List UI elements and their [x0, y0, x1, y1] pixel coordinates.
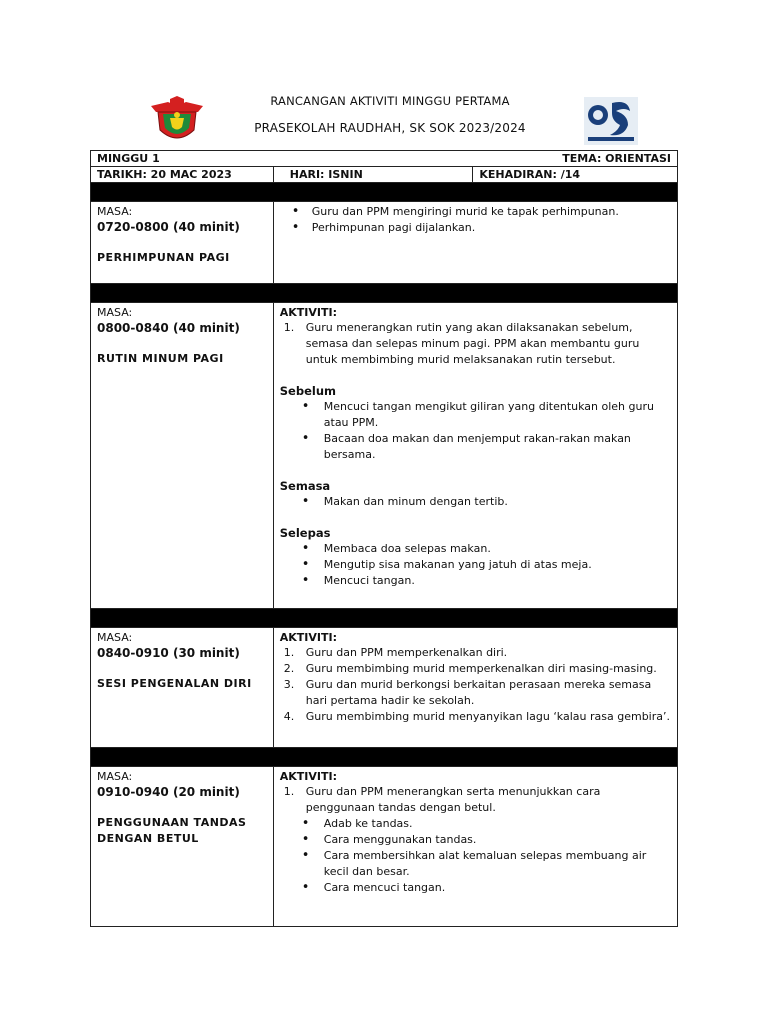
theme-label: TEMA: ORIENTASI	[562, 152, 671, 165]
activity-list	[280, 645, 671, 725]
list-item: 1. Guru dan PPM memperkenalkan diri.	[283, 646, 508, 659]
list-item: • Guru dan PPM mengiringi murid ke tapak perhimpunan.	[312, 204, 671, 220]
list-item: • Makan dan minum dengan tertib.	[324, 494, 671, 510]
session-row	[91, 628, 678, 748]
list-item: • Bacaan doa makan dan menjemput rakan-rakan makan bersama.	[324, 431, 671, 463]
activity-list	[280, 320, 671, 368]
day-label: HARI: ISNIN	[273, 167, 473, 183]
list-item: • Perhimpunan pagi dijalankan.	[312, 220, 671, 236]
info-row-date	[91, 167, 678, 183]
divider-bar	[91, 183, 678, 202]
list-item: • Mencuci tangan.	[324, 573, 671, 589]
attendance-label: KEHADIRAN: /14	[473, 167, 678, 183]
document-title-line1: RANCANGAN AKTIVITI MINGGU PERTAMA	[270, 94, 510, 108]
activity-title: AKTIVITI:	[279, 770, 337, 783]
list-item: • Cara menggunakan tandas.	[324, 832, 671, 848]
semasa-list	[280, 494, 671, 510]
session-row	[91, 303, 678, 609]
list-item: 1. Guru menerangkan rutin yang akan dilaksanakan sebelum, semasa dan selepas minum pagi. PPM akan membantu guru untuk membimbing murid melaksanakan rutin tersebut.	[283, 321, 640, 366]
session-time: 0910-0940 (20 minit)	[97, 785, 240, 799]
session-row	[91, 202, 678, 284]
school-crest-logo-icon	[148, 96, 206, 146]
list-item: • Cara mencuci tangan.	[324, 880, 671, 896]
list-item: 1. Guru dan PPM menerangkan serta menunjukkan cara penggunaan tandas dengan betul.	[283, 785, 601, 814]
sebelum-heading: Sebelum	[279, 384, 336, 398]
session-name: SESI PENGENALAN DIRI	[97, 677, 252, 690]
session-row	[91, 767, 678, 927]
masa-label: MASA:	[97, 306, 133, 319]
selepas-list	[280, 541, 671, 589]
semasa-heading: Semasa	[279, 479, 331, 493]
divider-bar	[91, 609, 678, 628]
masa-label: MASA:	[97, 631, 133, 644]
list-item: • Mengutip sisa makanan yang jatuh di atas meja.	[324, 557, 671, 573]
divider-bar	[91, 748, 678, 767]
list-item: 4. Guru membimbing murid menyanyikan lagu ‘kalau rasa gembira’.	[283, 710, 670, 723]
session-time: 0720-0800 (40 minit)	[97, 220, 240, 234]
activity-list	[280, 784, 671, 816]
session-time: 0800-0840 (40 minit)	[97, 321, 240, 335]
week-label: MINGGU 1	[97, 152, 160, 165]
activity-plan-table	[90, 150, 678, 927]
session-time: 0840-0910 (30 minit)	[97, 646, 240, 660]
activity-title: AKTIVITI:	[279, 631, 337, 644]
session-name: PENGGUNAAN TANDAS	[97, 816, 247, 829]
date-label: TARIKH: 20 MAC 2023	[91, 167, 274, 183]
list-item: • Mencuci tangan mengikut giliran yang ditentukan oleh guru atau PPM.	[324, 399, 671, 431]
masa-label: MASA:	[97, 770, 133, 783]
sub-bullet-list	[280, 816, 671, 896]
session-name: PERHIMPUNAN PAGI	[97, 251, 230, 264]
selepas-heading: Selepas	[279, 526, 331, 540]
divider-bar	[91, 284, 678, 303]
activity-title: AKTIVITI:	[279, 306, 337, 319]
list-item: • Cara membersihkan alat kemaluan selepas membuang air kecil dan besar.	[324, 848, 671, 880]
list-item: • Membaca doa selepas makan.	[324, 541, 671, 557]
masa-label: MASA:	[97, 205, 133, 218]
list-item: 2. Guru membimbing murid memperkenalkan diri masing-masing.	[283, 662, 657, 675]
info-row-week	[91, 151, 678, 167]
session-bullets	[280, 204, 671, 236]
kpm-logo-icon	[584, 97, 638, 145]
session-name-cont: DENGAN BETUL	[97, 832, 199, 845]
session-name: RUTIN MINUM PAGI	[97, 352, 224, 365]
list-item: • Adab ke tandas.	[324, 816, 671, 832]
list-item: 3. Guru dan murid berkongsi berkaitan perasaan mereka semasa hari pertama hadir ke sekolah.	[283, 678, 652, 707]
sebelum-list	[280, 399, 671, 463]
document-title-line2: PRASEKOLAH RAUDHAH, SK SOK 2023/2024	[254, 121, 526, 135]
